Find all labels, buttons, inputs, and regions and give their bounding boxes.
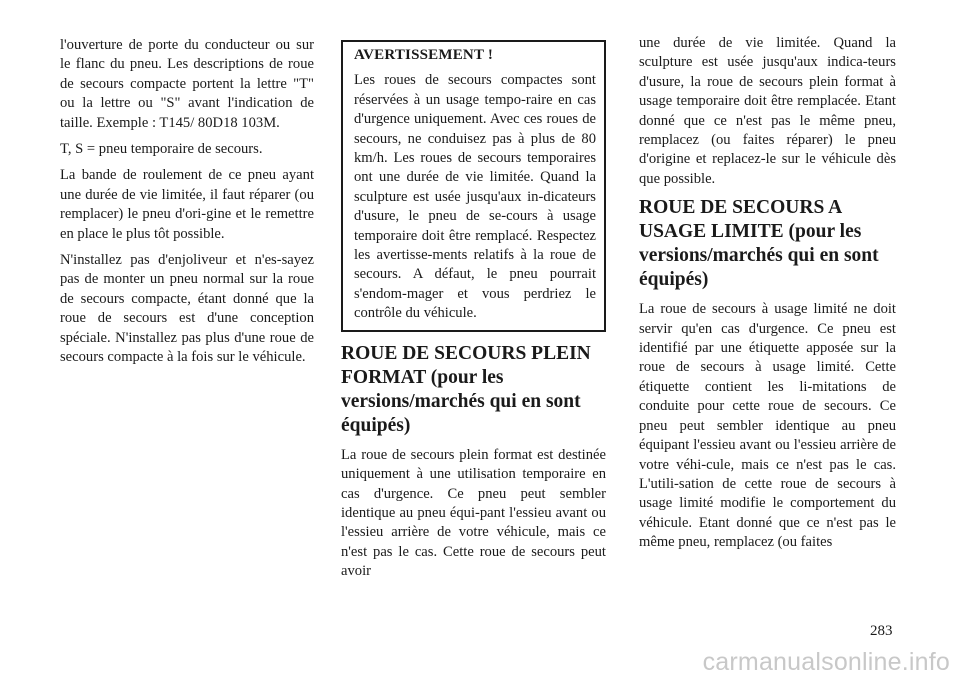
- warning-box: [341, 40, 606, 332]
- paragraph: une durée de vie limitée. Quand la sculpture est usée jusqu'aux indica-teurs d'usure, la roue de secours plein format à usage temporaire doit être remplacée. Etant donné que ce n'est pas le même pneu, remplacez (ou faites réparer) le pneu d'origine et replacez-le sur le véhicule dès que possible.: [639, 35, 896, 187]
- section-heading-full-size-spare: ROUE DE SECOURS PLEIN FORMAT (pour les versions/marchés qui en sont équipés): [341, 342, 591, 436]
- column-right: [639, 34, 896, 560]
- section-heading-limited-use-spare: ROUE DE SECOURS A USAGE LIMITE (pour les versions/marchés qui en sont équipés): [639, 197, 879, 291]
- paragraph: N'installez pas d'enjoliveur et n'es-sayez pas de monter un pneu normal sur la roue de secours compacte, étant donné que la roue de secours est d'une conception spéciale. N'installez pas plus d'une roue de secours compacte à la fois sur le véhicule.: [60, 252, 314, 366]
- watermark: carmanualsonline.info: [702, 648, 950, 676]
- paragraph: T, S = pneu temporaire de secours.: [60, 141, 263, 158]
- page-number: 283: [870, 623, 893, 639]
- warning-text: Les roues de secours compactes sont réservées à un usage tempo-raire en cas d'urgence uniquement. Avec ces roues de secours, ne conduisez pas à plus de 80 km/h. Les roues de secours temporaires ont une durée de vie limitée. Quand la sculpture est usée jusqu'aux in-dicateurs d'usure, le pneu de se-cours à usage temporaire doit être remplacé. Respectez les avertisse-ments relatifs à la roue de secours. A défaut, le pneu pourrait s'endom-mager et vous perdriez le contrôle du véhicule.: [354, 72, 596, 322]
- column-left: [60, 36, 314, 375]
- paragraph: La roue de secours plein format est destinée uniquement à une utilisation temporaire en cas d'urgence. Ce pneu peut sembler identique au pneu équi-pant l'essieu avant ou l'essieu arrière de votre véhicule, mais ce n'est pas le cas. Cette roue de secours peut avoir: [341, 446, 606, 580]
- paragraph: l'ouverture de porte du conducteur ou sur le flanc du pneu. Les descriptions de roue de secours compacte portent la lettre "T" ou la lettre ou "S" avant l'indication de taille. Exemple : T145/ 80D18 103M.: [60, 37, 314, 131]
- column-middle: [341, 36, 606, 589]
- paragraph: La roue de secours à usage limité ne doit servir qu'en cas d'urgence. Ce pneu est identifié par une étiquette apposée sur la roue de secours à usage limité. Cette étiquette contient les li-mitations de conduite pour cette roue de secours. Ce pneu peut sembler identique au pneu équipant l'essieu avant ou l'essieu arrière de votre véhi-cule, mais ce n'est pas le cas. L'utili-sation de cette roue de secours à usage limité modifie le comportement du véhicule. Etant donné que ce n'est pas le même pneu, remplacez (ou faites: [639, 301, 896, 551]
- warning-title: AVERTISSEMENT !: [354, 47, 494, 63]
- paragraph: La bande de roulement de ce pneu ayant une durée de vie limitée, il faut réparer (ou remplacer) le pneu d'ori-gine et le remettre en place le plus tôt possible.: [60, 167, 314, 242]
